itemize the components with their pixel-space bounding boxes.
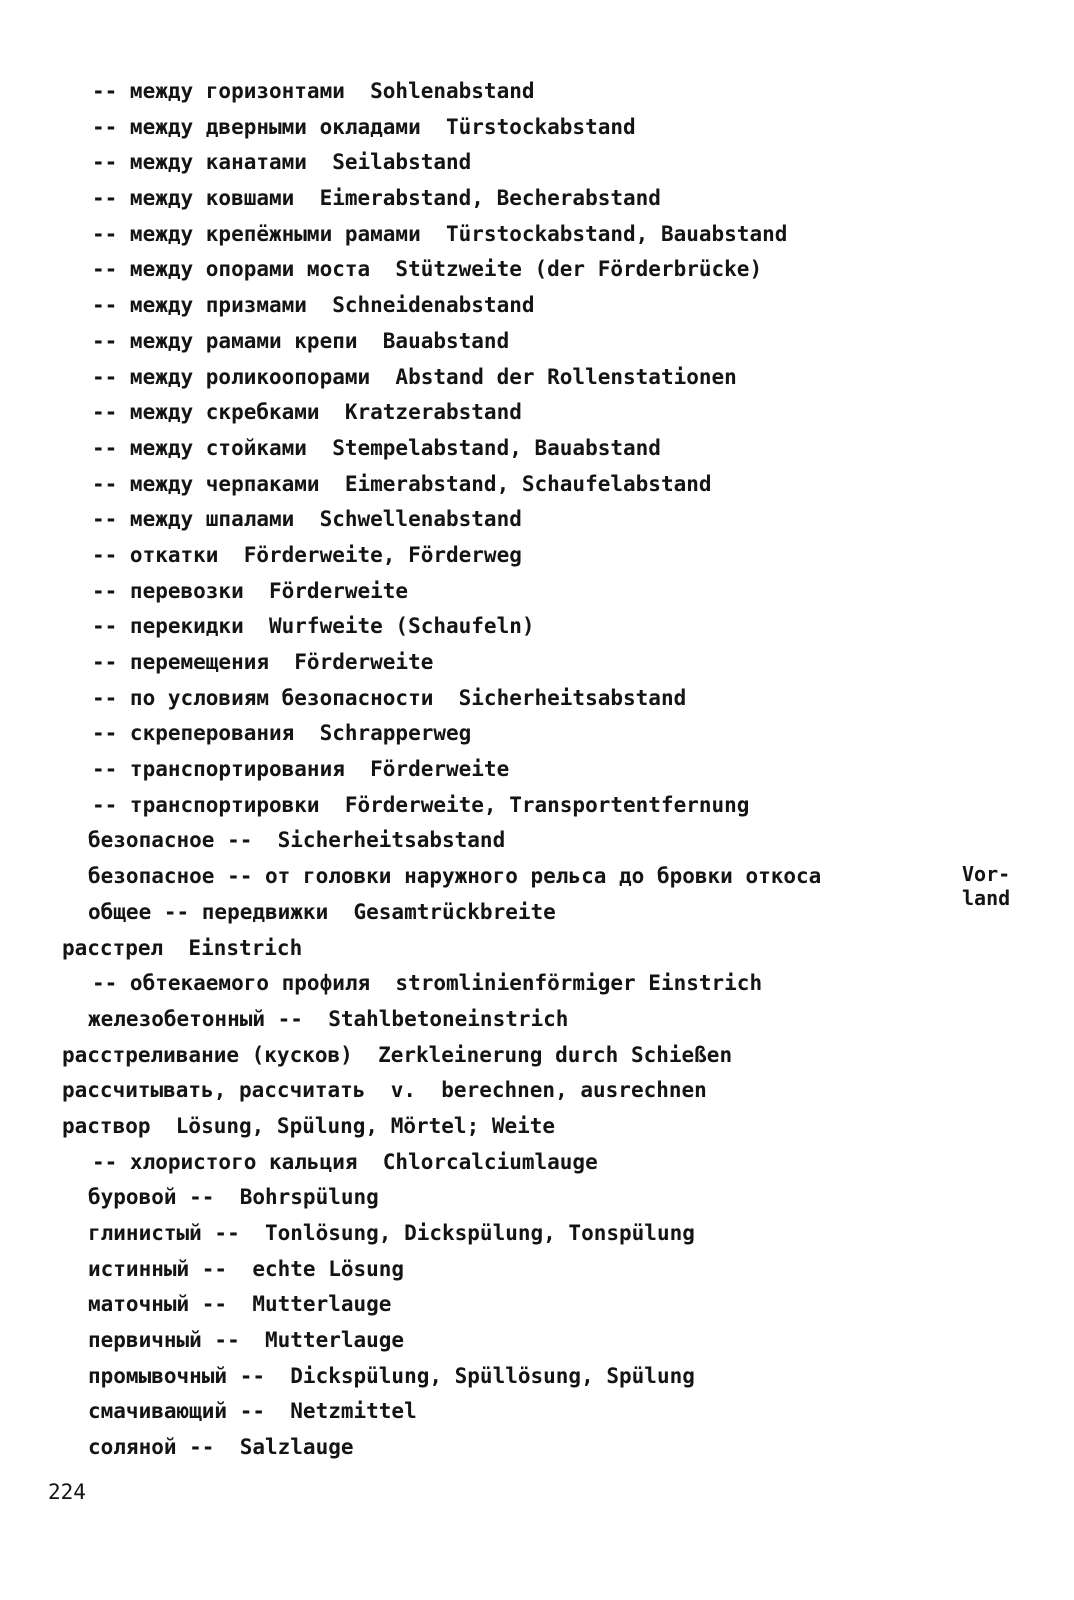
dictionary-entry: -- между скребками Kratzerabstand: [92, 400, 522, 425]
dictionary-entry: -- откатки Förderweite, Förderweg: [92, 542, 522, 567]
dictionary-entry: расстреливание (кусков) Zerkleinerung durch Schießen: [62, 1042, 733, 1067]
dictionary-entry: маточный -- Mutterlauge: [88, 1292, 392, 1317]
dictionary-entry: безопасное -- Sicherheitsabstand: [88, 828, 506, 853]
dictionary-entry: общее -- передвижки Gesamtrückbreite: [88, 899, 556, 924]
dictionary-entry: -- между роликоопорами Abstand der Rollenstationen: [92, 364, 737, 389]
dictionary-entry: безопасное -- от головки наружного рельса до бровки откоса: [88, 864, 822, 889]
dictionary-entry: -- между дверными окладами Türstockabstand: [92, 114, 636, 139]
page-number: 224: [48, 1480, 86, 1504]
dictionary-entry: -- между канатами Seilabstand: [92, 150, 472, 175]
dictionary-entry: -- транспортирования Förderweite: [92, 757, 510, 782]
dictionary-entry: -- между призмами Schneidenabstand: [92, 293, 535, 318]
dictionary-entry: -- хлористого кальция Chlorcalciumlauge: [92, 1149, 598, 1174]
dictionary-entry: -- скреперования Schrapperweg: [92, 721, 472, 746]
dictionary-entry: -- между ковшами Eimerabstand, Becherabstand: [92, 186, 661, 211]
dictionary-entry: -- перекидки Wurfweite (Schaufeln): [92, 614, 535, 639]
dictionary-entry: -- между опорами моста Stützweite (der Förderbrücke): [92, 257, 763, 282]
dictionary-entry: промывочный -- Dickspülung, Spüllösung, Spülung: [88, 1363, 695, 1388]
dictionary-entry: -- между горизонтами Sohlenabstand: [92, 79, 535, 103]
dictionary-entry: буровой -- Bohrspülung: [88, 1185, 379, 1210]
dictionary-entry: -- между черпаками Eimerabstand, Schaufelabstand: [92, 471, 712, 496]
dictionary-entry: -- обтекаемого профиля stromlinienförmiger Einstrich: [92, 971, 763, 996]
dictionary-entry: -- перемещения Förderweite: [92, 650, 434, 674]
dictionary-entry: соляной -- Salzlauge: [88, 1435, 354, 1460]
dictionary-entry: -- по условиям безопасности Sicherheitsabstand: [92, 685, 687, 710]
dictionary-entry: глинистый -- Tonlösung, Dickspülung, Tonspülung: [88, 1221, 695, 1245]
dictionary-entry: смачивающий -- Netzmittel: [88, 1399, 417, 1424]
dictionary-entry: истинный -- echte Lösung: [88, 1256, 405, 1281]
dictionary-entry: рассчитывать, рассчитать v. berechnen, ausrechnen: [62, 1078, 707, 1103]
dictionary-entry: -- между стойками Stempelabstand, Bauabstand: [92, 435, 661, 460]
dictionary-entry: -- между рамами крепи Bauabstand: [92, 328, 510, 353]
dictionary-entry: -- транспортировки Förderweite, Transportentfernung: [92, 792, 750, 817]
margin-note: Vor- land: [962, 862, 1011, 910]
dictionary-entry: -- между шпалами Schwellenabstand: [92, 507, 522, 532]
dictionary-entry: -- между крепёжными рамами Türstockabstand, Bauabstand: [92, 221, 788, 246]
dictionary-entry: раствор Lösung, Spülung, Mörtel; Weite: [62, 1113, 556, 1138]
entry-list: [0, 74, 1074, 1466]
dictionary-entry: -- перевозки Förderweite: [92, 578, 409, 603]
dictionary-entry: железобетонный -- Stahlbetoneinstrich: [88, 1006, 569, 1031]
dictionary-entry: расстрел Einstrich: [62, 935, 303, 960]
dictionary-entry: первичный -- Mutterlauge: [88, 1328, 405, 1353]
